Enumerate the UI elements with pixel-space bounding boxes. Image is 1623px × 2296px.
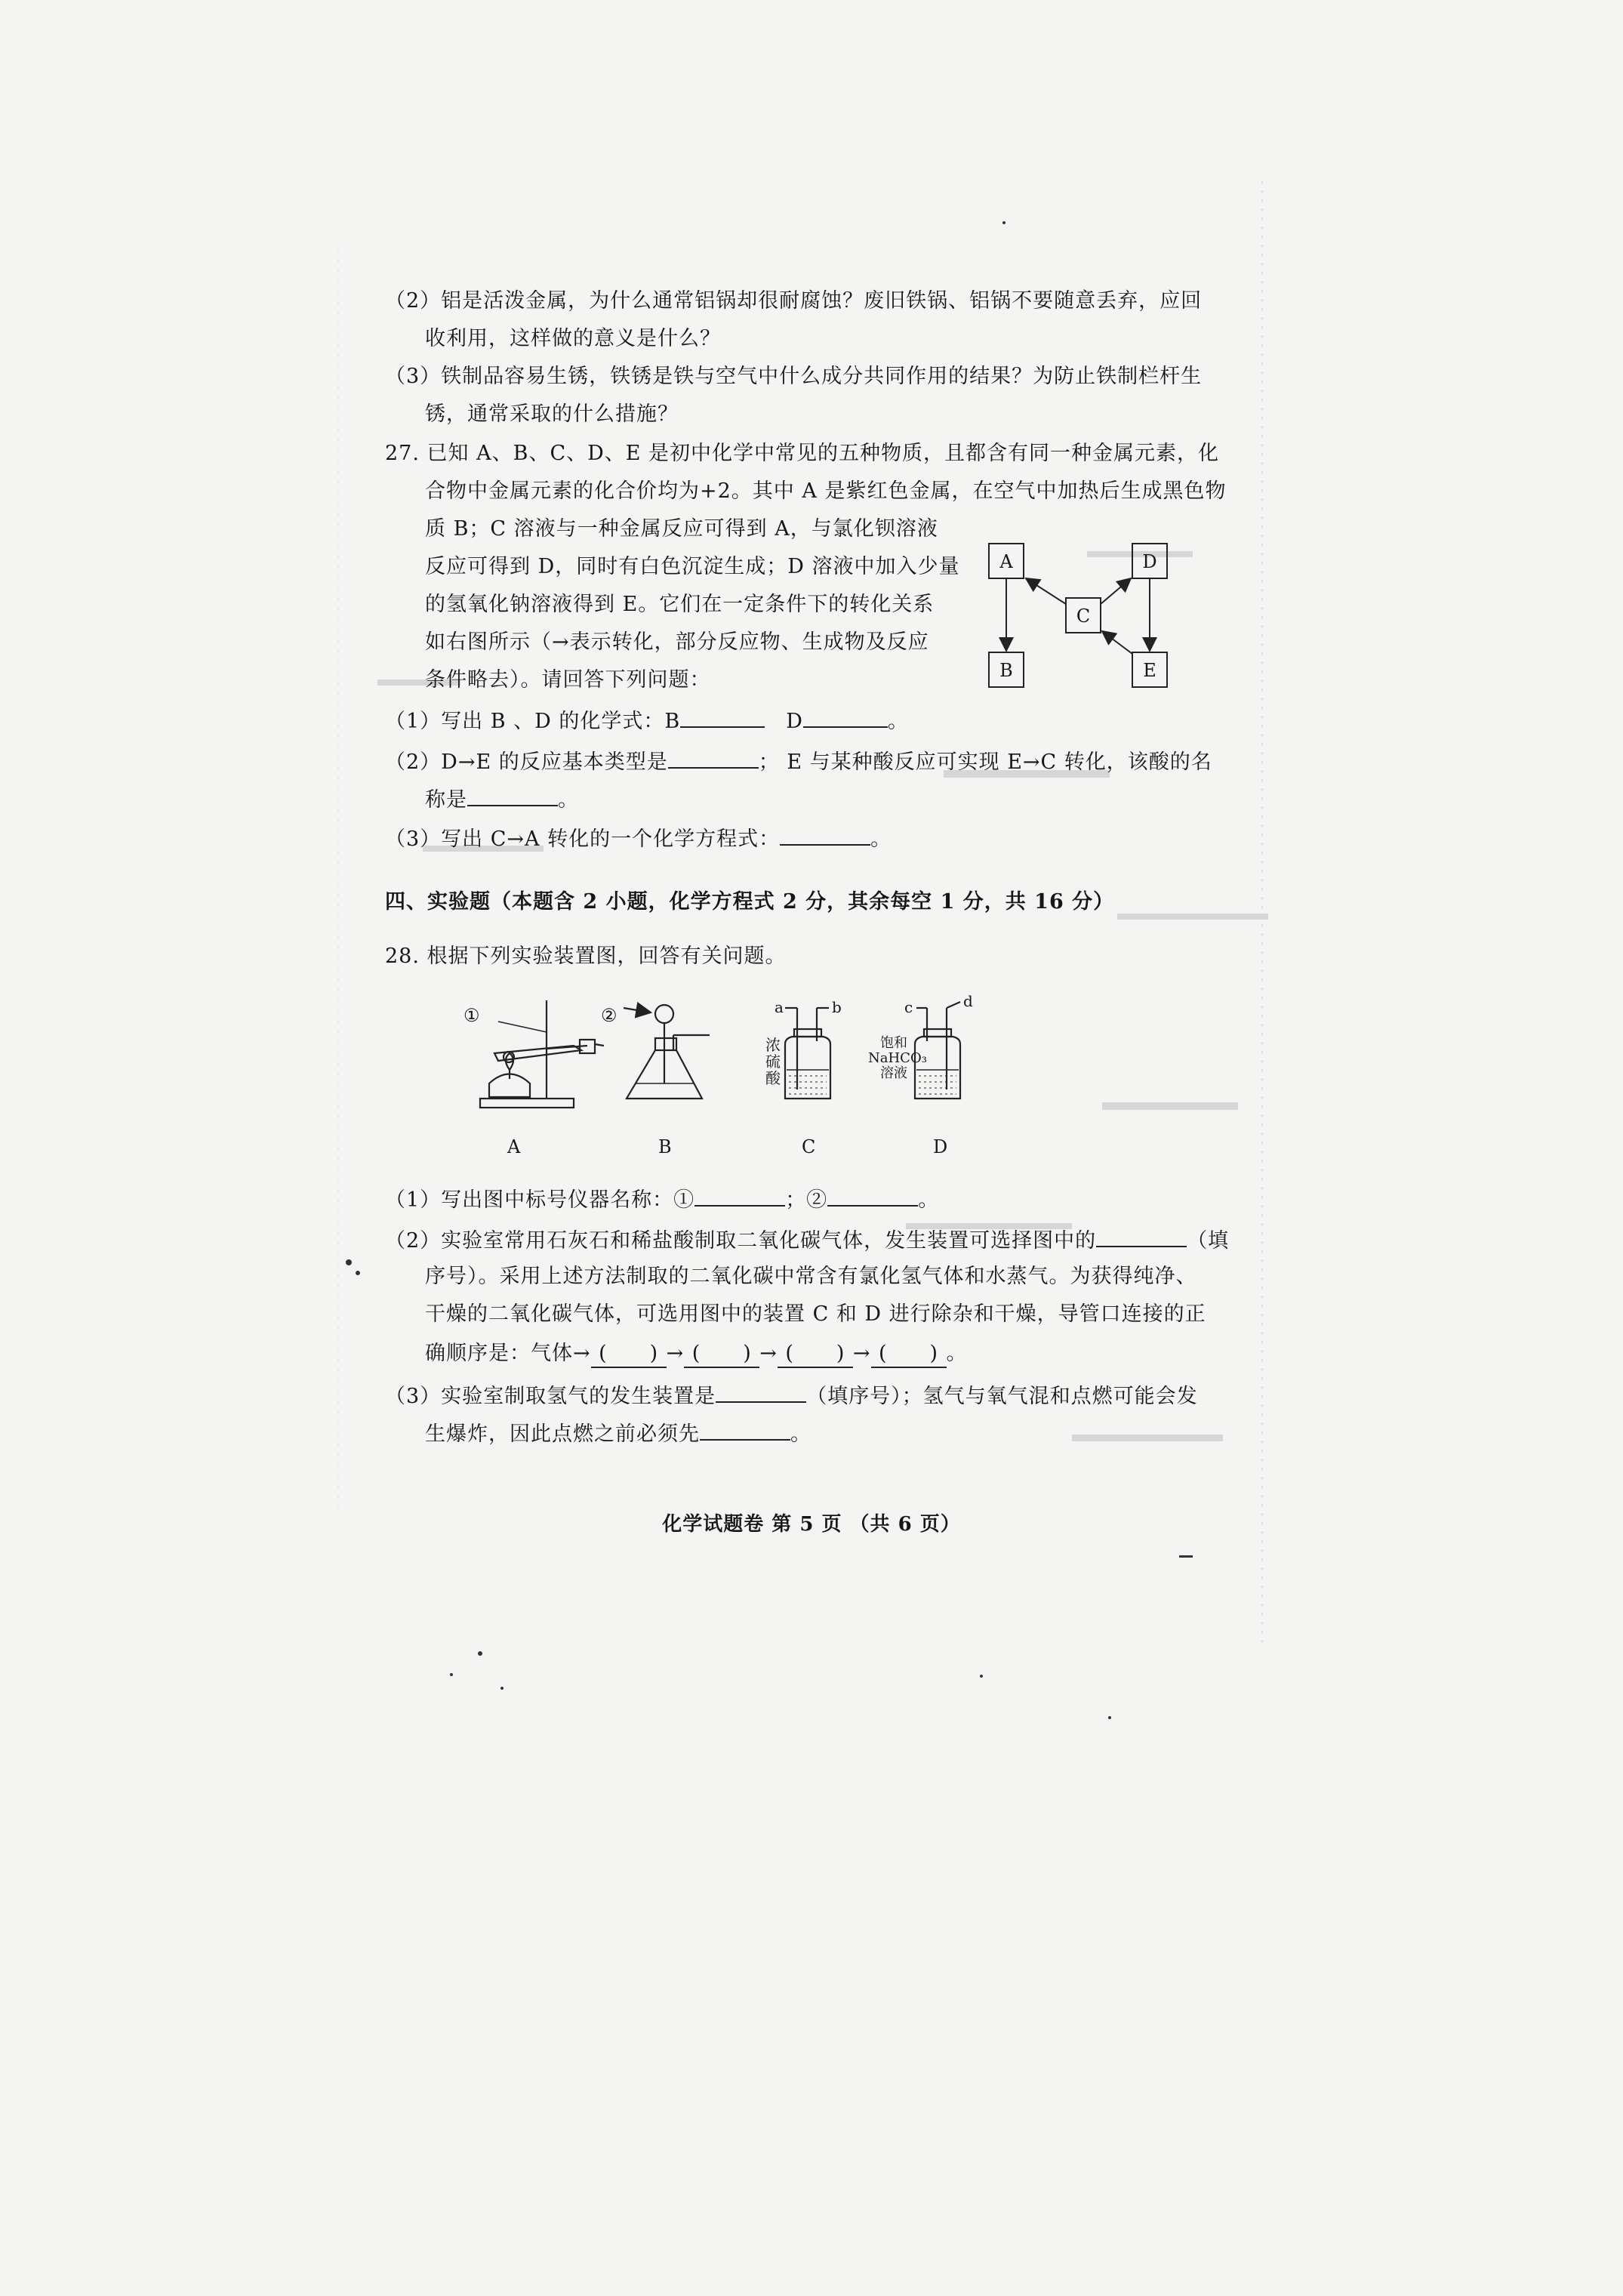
q26-part2-line1: （2）铝是活泼金属，为什么通常铝锅却很耐腐蚀？废旧铁锅、铝锅不要随意丢弃，应回 bbox=[385, 289, 1203, 313]
q27-text-line6: 如右图所示（→表示转化，部分反应物、生成物及反应 bbox=[425, 630, 929, 654]
q27-acid-name-blank[interactable] bbox=[467, 785, 558, 806]
acid-label-1: 浓 bbox=[765, 1036, 781, 1054]
q28-sub1-end: 。 bbox=[918, 1188, 940, 1212]
apparatus-label-d: D bbox=[933, 1136, 948, 1157]
node-e-label: E bbox=[1143, 660, 1156, 681]
q28-instrument2-blank[interactable] bbox=[827, 1185, 918, 1207]
q28-sub2-line1 bbox=[385, 1226, 1229, 1254]
q28-sub2-line2: 序号）。采用上述方法制取的二氧化碳中常含有氯化氢气体和水蒸气。为获得纯净、 bbox=[425, 1265, 1197, 1288]
q28-sub3-l2-prefix: 生爆炸，因此点燃之前必须先 bbox=[425, 1422, 700, 1446]
instrument-mark-1: ① bbox=[463, 1005, 480, 1026]
port-c: c bbox=[904, 998, 913, 1016]
q27-sub2-line2 bbox=[425, 785, 579, 813]
q27-sub2-l2-prefix: 称是 bbox=[425, 788, 467, 812]
q28-port-order-1[interactable]: ( ) bbox=[591, 1341, 667, 1368]
q28-sub3-line2 bbox=[425, 1419, 812, 1447]
page-footer: 化学试题卷 第 5 页 （共 6 页） bbox=[662, 1513, 961, 1536]
apparatus-figure bbox=[453, 985, 1042, 1170]
section4-title: 四、实验题 bbox=[385, 890, 491, 914]
port-d: d bbox=[963, 992, 973, 1010]
q26-part3-line2: 锈，通常采取的什么措施？ bbox=[425, 402, 679, 426]
q27-text-line7: 条件略去）。请回答下列问题： bbox=[425, 668, 711, 692]
q28-sub3-line1 bbox=[385, 1382, 1198, 1410]
q27-sub2-l2-end: 。 bbox=[558, 788, 579, 812]
acid-label-3: 酸 bbox=[765, 1069, 781, 1087]
q28-arrow-1: → bbox=[666, 1342, 685, 1365]
q28-sub3-l1-prefix: （3）实验室制取氢气的发生装置是 bbox=[385, 1385, 716, 1408]
q28-h2-device-blank[interactable] bbox=[716, 1382, 806, 1403]
q28-sub2-l4-end: 。 bbox=[946, 1342, 968, 1365]
q27-sub3-end: 。 bbox=[870, 827, 892, 851]
q28-intro: 28. 根据下列实验装置图，回答有关问题。 bbox=[385, 945, 787, 968]
q28-co2-device-blank[interactable] bbox=[1096, 1226, 1187, 1247]
q28-sub3-l2-end: 。 bbox=[790, 1422, 812, 1446]
q27-sub1-end: 。 bbox=[887, 710, 909, 733]
section4-heading bbox=[385, 889, 1114, 915]
apparatus-label-c: C bbox=[802, 1136, 816, 1157]
q28-sub1 bbox=[385, 1185, 939, 1213]
q27-sub2-line1 bbox=[385, 747, 1212, 775]
port-b: b bbox=[832, 998, 842, 1016]
apparatus-a bbox=[480, 1000, 604, 1108]
q28-arrow-2: → bbox=[759, 1342, 778, 1365]
q27-text-line1: 27. 已知 A、B、C、D、E 是初中化学中常见的五种物质，且都含有同一种金属元素，化 bbox=[385, 442, 1220, 465]
q28-sub2-line4 bbox=[425, 1341, 968, 1368]
node-c-label: C bbox=[1076, 606, 1091, 627]
conversion-diagram bbox=[974, 529, 1193, 702]
q28-port-order-2[interactable]: ( ) bbox=[684, 1341, 759, 1368]
q28-arrow-3: → bbox=[852, 1342, 871, 1365]
q28-sub2-l1-end: （填 bbox=[1187, 1229, 1230, 1253]
node-b-label: B bbox=[999, 660, 1013, 681]
apparatus-label-a: A bbox=[507, 1136, 521, 1157]
q28-port-order-3[interactable]: ( ) bbox=[778, 1341, 853, 1368]
q27-text-line2: 合物中金属元素的化合价均为+2。其中 A 是紫红色金属，在空气中加热后生成黑色物 bbox=[425, 479, 1227, 503]
q28-sub2-l4-prefix: 确顺序是：气体→ bbox=[425, 1342, 591, 1365]
node-a-label: A bbox=[999, 551, 1013, 572]
q28-instrument1-blank[interactable] bbox=[694, 1185, 785, 1207]
q27-sub3 bbox=[385, 824, 892, 852]
q27-sub2-mid: ； E 与某种酸反应可实现 E→C 转化，该酸的名 bbox=[758, 750, 1212, 774]
q27-reaction-type-blank[interactable] bbox=[668, 747, 759, 769]
instrument-mark-2: ② bbox=[601, 1005, 617, 1026]
q27-answer-d-blank[interactable] bbox=[803, 707, 888, 728]
section4-note: （本题含 2 小题，化学方程式 2 分，其余每空 1 分，共 16 分） bbox=[491, 890, 1115, 914]
q27-text-line4: 反应可得到 D，同时有白色沉淀生成；D 溶液中加入少量 bbox=[425, 555, 960, 578]
q27-sub2-prefix: （2）D→E 的反应基本类型是 bbox=[385, 750, 668, 774]
q26-part3-line1: （3）铁制品容易生锈，铁锈是铁与空气中什么成分共同作用的结果？为防止铁制栏杆生 bbox=[385, 365, 1203, 388]
q27-answer-b-blank[interactable] bbox=[680, 707, 765, 728]
q28-port-order-4[interactable]: ( ) bbox=[871, 1341, 947, 1368]
q26-part2-line2: 收利用，这样做的意义是什么？ bbox=[425, 327, 721, 350]
q27-sub1 bbox=[385, 707, 909, 735]
apparatus-label-b: B bbox=[658, 1136, 672, 1157]
solution-label-1: 饱和 bbox=[880, 1035, 907, 1051]
q27-text-line3: 质 B；C 溶液与一种金属反应可得到 A，与氯化钡溶液 bbox=[425, 517, 938, 541]
q28-sub2-line3: 干燥的二氧化碳气体，可选用图中的装置 C 和 D 进行除杂和干燥，导管口连接的正 bbox=[425, 1302, 1206, 1326]
node-d-label: D bbox=[1142, 551, 1157, 572]
q27-equation-blank[interactable] bbox=[780, 824, 870, 846]
q27-text-line5: 的氢氧化钠溶液得到 E。它们在一定条件下的转化关系 bbox=[425, 593, 935, 616]
q27-sub1-prefix: （1）写出 B 、D 的化学式：B bbox=[385, 710, 681, 733]
q28-sub3-l1-end: （填序号）；氢气与氧气混和点燃可能会发 bbox=[806, 1385, 1198, 1408]
solution-label-3: 溶液 bbox=[880, 1065, 907, 1081]
port-a: a bbox=[775, 998, 784, 1016]
q28-sub1-mid: ；② bbox=[785, 1188, 828, 1212]
q28-sub2-l1-prefix: （2）实验室常用石灰石和稀盐酸制取二氧化碳气体，发生装置可选择图中的 bbox=[385, 1229, 1097, 1253]
q28-sub1-prefix: （1）写出图中标号仪器名称：① bbox=[385, 1188, 695, 1212]
apparatus-b bbox=[624, 1005, 710, 1099]
q27-sub1-mid: D bbox=[786, 710, 803, 733]
apparatus-c bbox=[785, 1008, 830, 1099]
q28-precheck-blank[interactable] bbox=[700, 1419, 790, 1441]
q27-sub3-prefix: （3）写出 C→A 转化的一个化学方程式： bbox=[385, 827, 781, 851]
solution-label-2: NaHCO₃ bbox=[868, 1050, 927, 1066]
acid-label-2: 硫 bbox=[765, 1052, 781, 1071]
